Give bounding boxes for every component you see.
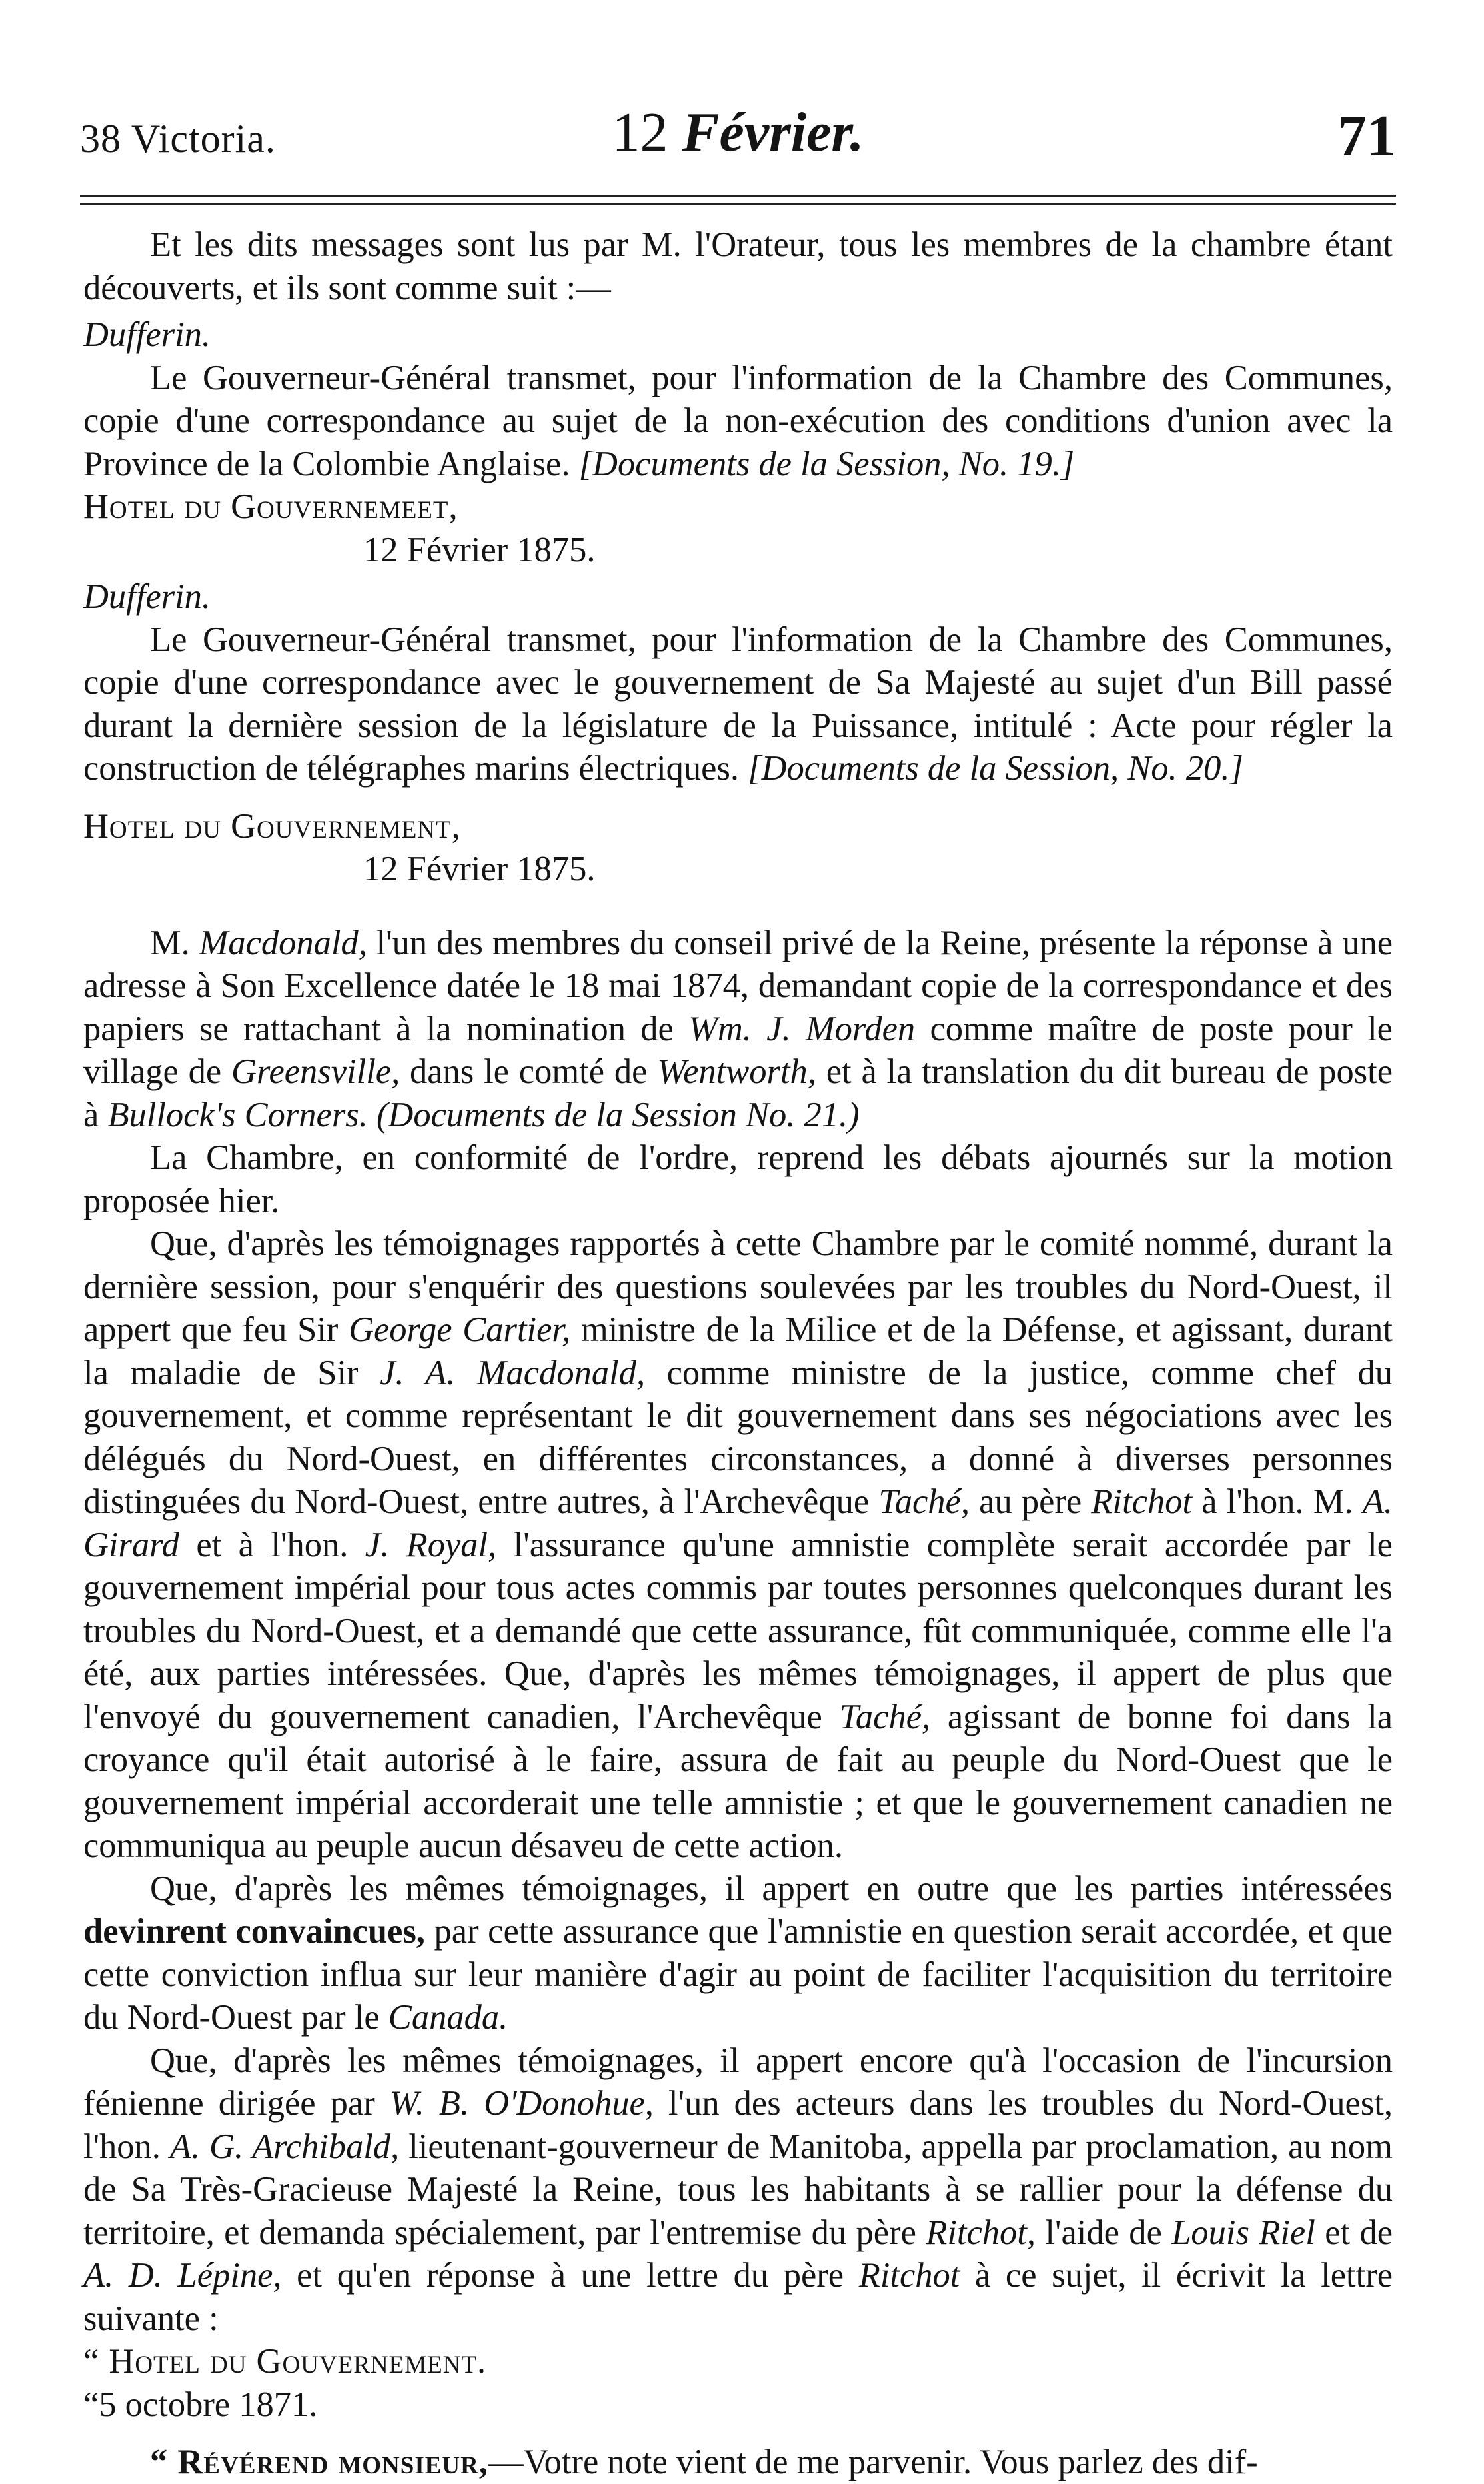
person-name: George Cartier,: [349, 1310, 571, 1349]
header-month: Février.: [682, 101, 864, 163]
header-session: 38 Victoria.: [80, 117, 276, 161]
message2-place: Hotel du Gouvernement,: [83, 806, 461, 846]
text-run: l'un des acteurs dans les troubles du Nord-Ouest, l'hon.: [83, 2084, 1393, 2166]
person-name: A. Girard: [83, 1482, 1393, 1564]
que3-paragraph: [83, 2039, 1393, 2341]
text-run: agissant de bonne foi dans la croyance qu'il était autorisé à le faire, assura de fait au peuple du Nord-Ouest que le gouvernement impérial accorderait une telle amnistie ; et que le gouvernement canadien ne communiqua au peuple aucun désaveu de cette action.: [83, 1697, 1393, 1865]
message2-date: 12 Février 1875.: [363, 850, 596, 888]
person-name: Louis Riel: [1171, 2213, 1315, 2252]
text-run: à ce sujet, il écrivit la lettre suivante :: [83, 2256, 1393, 2338]
person-name: Wm. J. Morden: [688, 1009, 916, 1048]
text-run: Que, d'après les témoignages rapportés à cette Chambre par le comité nommé, durant la dernière session, pour s'enquérir des questions soulevées par les troubles du Nord-Ouest, il appert que feu Sir: [83, 1224, 1393, 1349]
header-rule-bottom: [80, 203, 1396, 205]
place-name: Canada.: [388, 1998, 508, 2037]
person-name: Ritchot: [1091, 1482, 1193, 1521]
message2-text: Le Gouverneur-Général transmet, pour l'information de la Chambre des Communes, copie d'une correspondance avec le gouvernement de Sa Majesté au sujet d'un Bill passé durant la dernière session de la législature de la Puissance, intitulé : Acte pour régler la construction de télégraphes marins électriques.: [83, 620, 1393, 788]
text-run: M.: [150, 923, 190, 962]
page-header: [80, 100, 1396, 173]
message1-text: Le Gouverneur-Général transmet, pour l'information de la Chambre des Communes, copie d'une correspondance au sujet de la non-exécution des conditions d'union avec la Province de la Colombie Anglaise.: [83, 358, 1393, 483]
letter-date: “5 octobre 1871.: [83, 2385, 318, 2424]
page-number: 71: [1337, 104, 1396, 169]
message2-reference: [Documents de la Session, No. 20.]: [748, 749, 1243, 788]
message1-signature: Dufferin.: [83, 315, 211, 354]
text-run: l'assurance qu'une amnistie complète serait accordée par le gouvernement impérial pour tous actes commis par toutes personnes quelconques durant les troubles du Nord-Ouest, et a demandé que cette assurance, fût communiquée, comme elle l'a été, aux parties intéressées. Que, d'après les mêmes témoignages, il appert de plus que l'envoyé du gouvernement canadien, l'Archevêque: [83, 1525, 1393, 1736]
text-run: comme ministre de la justice, comme chef du gouvernement, et comme représentant le dit gouvernement dans ses négociations avec les délégués du Nord-Ouest, en différentes circonstances, a donné à diverses personnes distinguées du Nord-Ouest, entre autres, à l'Archevêque: [83, 1353, 1393, 1521]
place-name: Greensville,: [231, 1052, 400, 1091]
que1-paragraph: [83, 1222, 1393, 1867]
intro-paragraph: Et les dits messages sont lus par M. l'Orateur, tous les membres de la chambre étant découverts, et ils sont comme suit :—: [83, 225, 1393, 307]
place-name: Wentworth,: [657, 1052, 816, 1091]
chambre-paragraph: La Chambre, en conformité de l'ordre, reprend les débats ajournés sur la motion proposée hier.: [83, 1138, 1393, 1220]
person-name: Taché,: [878, 1482, 970, 1521]
text-run: Que, d'après les mêmes témoignages, il appert en outre que les parties intéressées: [150, 1869, 1393, 1908]
person-name: A. G. Archibald,: [169, 2127, 400, 2166]
macdonald-paragraph: [83, 922, 1393, 1137]
person-name: Ritchot,: [926, 2213, 1036, 2252]
person-name: A. D. Lépine,: [83, 2256, 282, 2295]
person-name: Ritchot: [858, 2256, 960, 2295]
message1-place: Hotel du Gouvernemeet,: [83, 487, 458, 526]
letter-text: —Votre note vient de me parvenir. Vous parlez des dif-: [488, 2443, 1258, 2481]
text-run: par cette assurance que l'amnistie en question serait accordée, et que cette conviction influa sur leur manière d'agir au point de faciliter l'acquisition du territoire du Nord-Ouest par le: [83, 1912, 1393, 2037]
person-name: Taché,: [839, 1697, 931, 1736]
text-run: au père: [979, 1482, 1082, 1521]
header-rule-top: [80, 195, 1396, 197]
text-run: l'aide de: [1045, 2213, 1162, 2252]
text-run: dans le comté de: [410, 1052, 648, 1091]
text-run: et à l'hon.: [196, 1525, 349, 1564]
letter-opening: [83, 2441, 1393, 2484]
header-day: 12: [612, 101, 668, 163]
text-run: ministre de la Milice et de la Défense, et agissant, durant la maladie de Sir: [83, 1310, 1393, 1392]
header-date: [80, 100, 1396, 165]
text-run: lieutenant-gouverneur de Manitoba, appella par proclamation, au nom de Sa Très-Gracieuse Majesté la Reine, tous les habitants à se rallier pour la défense du territoire, et demanda spécialement, par l'entremise du père: [83, 2127, 1393, 2252]
person-name: W. B. O'Donohue,: [389, 2084, 654, 2123]
person-name: J. A. Macdonald,: [380, 1353, 646, 1392]
message1-reference: [Documents de la Session, No. 19.]: [578, 444, 1075, 483]
document-reference: (Documents de la Session No. 21.): [376, 1095, 860, 1134]
page-body: [83, 223, 1393, 2484]
text-run: et qu'en réponse à une lettre du père: [297, 2256, 844, 2295]
text-run: Que, d'après les mêmes témoignages, il appert encore qu'à l'occasion de l'incursion fénienne dirigée par: [83, 2041, 1393, 2123]
person-name: J. Royal,: [365, 1525, 497, 1564]
person-name: Macdonald,: [199, 923, 367, 962]
que2-paragraph: [83, 1867, 1393, 2039]
text-run: à l'hon. M.: [1201, 1482, 1353, 1521]
text-run: et à la translation du dit bureau de poste à: [83, 1052, 1393, 1134]
letter-place: “ Hotel du Gouvernement.: [83, 2342, 487, 2381]
letter-heading: [83, 2340, 1393, 2426]
bold-run: devinrent convaincues,: [83, 1912, 425, 1951]
message2-signature: Dufferin.: [83, 577, 211, 616]
message1-date: 12 Février 1875.: [363, 530, 596, 569]
letter-salutation: “ Révérend monsieur,: [150, 2443, 488, 2481]
text-run: comme maître de poste pour le village de: [83, 1009, 1393, 1091]
text-run: et de: [1325, 2213, 1393, 2252]
message1-paragraph: [83, 357, 1393, 486]
message2-paragraph: [83, 619, 1393, 790]
place-name: Bullock's Corners.: [107, 1095, 368, 1134]
text-run: l'un des membres du conseil privé de la Reine, présente la réponse à une adresse à Son Excellence datée le 18 mai 1874, demandant copie de la correspondance et des papiers se rattachant à la nomination de: [83, 923, 1393, 1048]
